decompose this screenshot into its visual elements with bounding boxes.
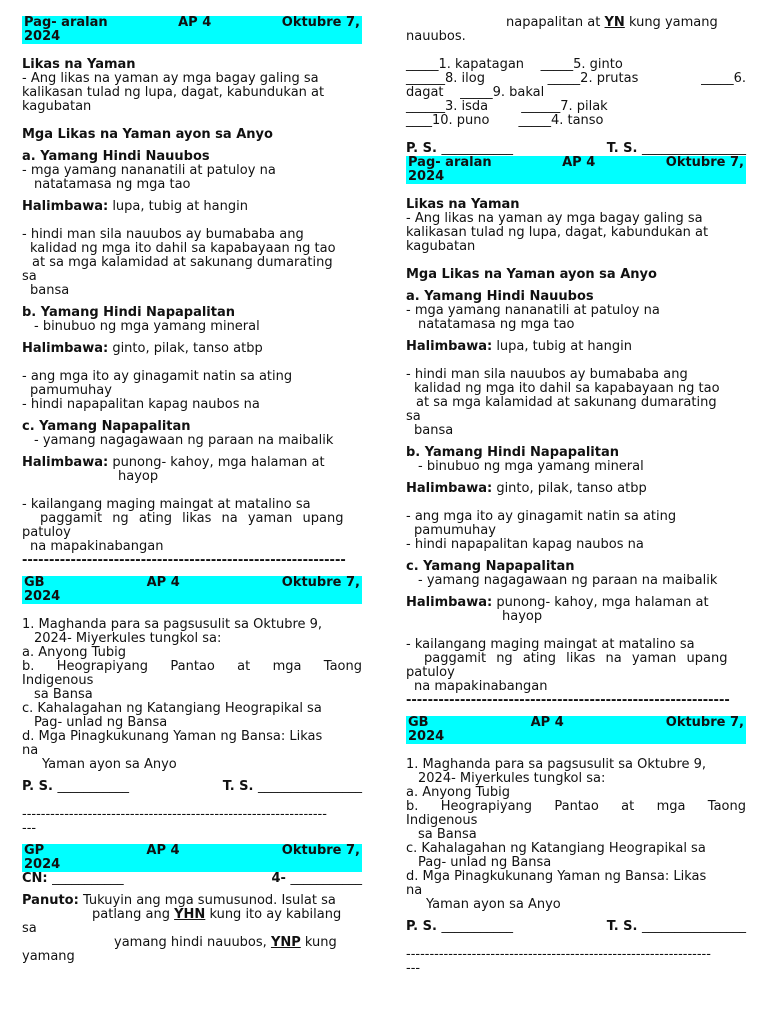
header-course: AP 4: [530, 715, 564, 730]
example-label: Halimbawa:: [22, 199, 109, 214]
example-text: punong- kahoy, mga halaman at: [112, 455, 325, 470]
ps-field: [406, 142, 513, 156]
subsection-title: c. Yamang Napapalitan: [22, 419, 191, 434]
section-title: Likas na Yaman: [22, 57, 136, 72]
header-subject-label: Pag- aralan: [408, 155, 492, 170]
text-line: Pag- unlad ng Bansa: [418, 855, 552, 870]
code-yhn: YHN: [174, 907, 206, 922]
text-span: Heograpiyang: [440, 799, 533, 814]
example-label: Halimbawa:: [406, 339, 493, 354]
quiz-item: _____5. ginto: [540, 57, 623, 72]
left-column: [22, 16, 362, 964]
header-year-row: [22, 30, 362, 44]
ts-line: ________________: [642, 141, 746, 156]
cn-label: CN:: [22, 871, 48, 886]
text-span: b.: [22, 659, 35, 674]
ts-line: ________________: [642, 919, 746, 934]
header-date: Oktubre 7,: [665, 715, 744, 730]
example-line: [22, 456, 362, 470]
text-line: at sa mga kalamidad at sakunang dumarating: [32, 255, 333, 270]
ps-label: P. S.: [406, 919, 437, 934]
quiz-row: [406, 86, 746, 100]
instruction-line: nauubos.: [406, 29, 466, 44]
header-date: Oktubre 7,: [281, 843, 360, 858]
divider: ------------------------------------------------------------: [406, 694, 730, 708]
instruction-line: [406, 16, 746, 30]
subsection-title: b. Yamang Hindi Napapalitan: [406, 445, 620, 460]
text-line: sa Bansa: [418, 827, 477, 842]
text-line: d. Mga Pinagkukunang Yaman ng Bansa: Likas: [406, 869, 707, 884]
subsection-title: b. Yamang Hindi Napapalitan: [22, 305, 236, 320]
header-course: AP 4: [178, 15, 212, 30]
text-line: pamumuhay: [30, 383, 112, 398]
signature-row: [406, 920, 746, 934]
header-course: AP 4: [562, 155, 596, 170]
ts-field: [607, 920, 746, 934]
header-subject-label: GB: [24, 575, 45, 590]
subsection-title: a. Yamang Hindi Nauubos: [22, 149, 210, 164]
ts-field: [607, 142, 746, 156]
quiz-item: _____6.: [701, 71, 746, 86]
section-title: Mga Likas na Yaman ayon sa Anyo: [406, 267, 657, 282]
instruction-line: [22, 908, 362, 922]
instruction-line: [22, 936, 362, 950]
example-label: Halimbawa:: [406, 481, 493, 496]
quiz-row: [406, 72, 746, 86]
text-line: Indigenous: [22, 673, 94, 688]
signature-row: [22, 780, 362, 794]
text-span: at: [237, 659, 251, 674]
text-line: d. Mga Pinagkukunang Yaman ng Bansa: Likas: [22, 729, 323, 744]
text-line: kalidad ng mga ito dahil sa kapabayaan ng tao: [414, 381, 720, 396]
grade-field: [272, 872, 362, 886]
ps-label: P. S.: [22, 779, 53, 794]
ts-label: T. S.: [606, 141, 638, 156]
header-year: 2024: [24, 589, 61, 604]
ts-label: T. S.: [606, 919, 638, 934]
subsection-title: c. Yamang Napapalitan: [406, 559, 575, 574]
ps-line: ___________: [441, 919, 513, 934]
text-line: hayop: [118, 469, 159, 484]
text-line: - Ang likas na yaman ay mga bagay galing sa: [406, 211, 703, 226]
right-column: [406, 16, 746, 976]
text-line: na mapakinabangan: [30, 539, 164, 554]
instruction-text: kung yamang: [628, 15, 718, 30]
text-line: - yamang nagagawaan ng paraan na maibalik: [34, 433, 334, 448]
ts-field: [223, 780, 362, 794]
text-line: 1. Maghanda para sa pagsusulit sa Oktubre 9,: [22, 617, 323, 632]
header-year-row: [406, 170, 746, 184]
text-line: Indigenous: [406, 813, 478, 828]
text-span: paggamit ng ating likas na yaman upang: [40, 511, 344, 526]
ps-line: ___________: [57, 779, 129, 794]
example-text: punong- kahoy, mga halaman at: [496, 595, 709, 610]
header-year: 2024: [24, 857, 61, 872]
text-line: Pag- unlad ng Bansa: [34, 715, 168, 730]
text-span: Taong: [323, 659, 362, 674]
example-text: ginto, pilak, tanso atbp: [496, 481, 647, 496]
ts-label: T. S.: [222, 779, 254, 794]
instruction-text: napapalitan at: [506, 15, 601, 30]
header-pag-aralan: [406, 156, 746, 170]
header-subject-label: Pag- aralan: [24, 15, 108, 30]
text-line: 1. Maghanda para sa pagsusulit sa Oktubre 9,: [406, 757, 707, 772]
text-line: hayop: [502, 609, 543, 624]
header-subject-label: GP: [24, 843, 45, 858]
instruction-text: Tukuyin ang mga sumusunod. Isulat sa: [82, 893, 336, 908]
text-line: - yamang nagagawaan ng paraan na maibalik: [418, 573, 718, 588]
divider: -----------------------------------------------------------------: [406, 948, 711, 962]
quiz-item: ____10. puno: [406, 113, 490, 128]
ps-field: [406, 920, 513, 934]
header-gb: [406, 716, 746, 730]
ps-field: [22, 780, 129, 794]
text-line: - kailangang maging maingat at matalino sa: [406, 637, 695, 652]
example-label: Halimbawa:: [406, 595, 493, 610]
text-line: na mapakinabangan: [414, 679, 548, 694]
header-year-row: [22, 858, 362, 872]
text-line: a. Anyong Tubig: [22, 645, 126, 660]
text-line: - Ang likas na yaman ay mga bagay galing sa: [22, 71, 319, 86]
text-span: mga: [656, 799, 686, 814]
instruction-line: yamang: [22, 949, 75, 964]
text-line: kagubatan: [406, 239, 476, 254]
divider: ---: [22, 821, 37, 836]
text-line: sa: [22, 269, 37, 284]
text-line: c. Kahalagahan ng Katangiang Heograpikal sa: [406, 841, 706, 856]
text-line: sa: [406, 409, 421, 424]
cn-field: [22, 872, 124, 886]
header-date: Oktubre 7,: [281, 15, 360, 30]
cn-row: [22, 872, 362, 886]
header-date: Oktubre 7,: [281, 575, 360, 590]
header-year: 2024: [408, 729, 445, 744]
grade-line: ___________: [290, 871, 362, 886]
text-line: [22, 660, 362, 674]
text-span: b.: [406, 799, 419, 814]
text-line: - ang mga ito ay ginagamit natin sa ating: [406, 509, 677, 524]
text-span: Taong: [707, 799, 746, 814]
instruction-text: yamang hindi nauubos,: [114, 935, 267, 950]
header-date: Oktubre 7,: [665, 155, 744, 170]
text-line: [406, 800, 746, 814]
quiz-row: [406, 58, 746, 72]
instruction-line: sa: [22, 921, 37, 936]
text-line: kalidad ng mga ito dahil sa kapabayaan ng tao: [30, 241, 336, 256]
text-span: mga: [272, 659, 302, 674]
text-line: - binubuo ng mga yamang mineral: [34, 319, 260, 334]
text-line: - hindi man sila nauubos ay bumababa ang: [22, 227, 304, 242]
text-line: - binubuo ng mga yamang mineral: [418, 459, 644, 474]
example-label: Halimbawa:: [22, 455, 109, 470]
header-pag-aralan: [22, 16, 362, 30]
quiz-row: [406, 100, 746, 114]
text-line: [22, 512, 362, 526]
text-line: sa Bansa: [34, 687, 93, 702]
instruction-label: Panuto:: [22, 893, 79, 908]
text-line: a. Anyong Tubig: [406, 785, 510, 800]
instruction-text: kung: [304, 935, 337, 950]
example-line: [406, 482, 746, 496]
cn-line: ___________: [52, 871, 124, 886]
quiz-item: ______8. ilog: [406, 71, 485, 86]
header-gb: [22, 576, 362, 590]
text-line: 2024- Miyerkules tungkol sa:: [418, 771, 606, 786]
text-span: Heograpiyang: [56, 659, 149, 674]
text-line: bansa: [414, 423, 454, 438]
text-line: paggamit ng ating likas na yaman upang: [424, 651, 728, 666]
text-line: - mga yamang nananatili at patuloy na: [22, 163, 276, 178]
quiz-item: _____2. prutas: [547, 71, 639, 86]
divider: ------------------------------------------------------------: [22, 554, 346, 568]
example-line: [406, 596, 746, 610]
text-line: - hindi napapalitan kapag naubos na: [406, 537, 644, 552]
quiz-item: _____9. bakal: [460, 85, 545, 100]
quiz-item: ______3. isda: [406, 99, 489, 114]
text-line: at sa mga kalamidad at sakunang dumarating: [416, 395, 717, 410]
code-yn: YN: [604, 15, 625, 30]
ts-line: ________________: [258, 779, 362, 794]
text-span: Pantao: [170, 659, 215, 674]
divider: -----------------------------------------------------------------: [22, 808, 327, 822]
text-line: patuloy: [406, 665, 455, 680]
header-gp: [22, 844, 362, 858]
example-line: [22, 342, 362, 356]
header-year-row: [22, 590, 362, 604]
header-year: 2024: [24, 29, 61, 44]
instruction-text: patlang ang: [92, 907, 170, 922]
text-line: na: [22, 743, 39, 758]
quiz-row: [406, 114, 746, 128]
header-subject-label: GB: [408, 715, 429, 730]
text-line: - hindi napapalitan kapag naubos na: [22, 397, 260, 412]
text-line: kalikasan tulad ng lupa, dagat, kabundukan at: [22, 85, 325, 100]
quiz-item: ______7. pilak: [521, 99, 608, 114]
example-text: ginto, pilak, tanso atbp: [112, 341, 263, 356]
ps-line: ___________: [441, 141, 513, 156]
text-line: natatamasa ng mga tao: [418, 317, 575, 332]
text-line: - mga yamang nananatili at patuloy na: [406, 303, 660, 318]
section-title: Mga Likas na Yaman ayon sa Anyo: [22, 127, 273, 142]
header-course: AP 4: [146, 575, 180, 590]
text-line: bansa: [30, 283, 70, 298]
example-line: [22, 200, 362, 214]
text-line: kalikasan tulad ng lupa, dagat, kabundukan at: [406, 225, 709, 240]
text-line: - ang mga ito ay ginagamit natin sa ating: [22, 369, 293, 384]
text-line: Yaman ayon sa Anyo: [42, 757, 177, 772]
example-text: lupa, tubig at hangin: [496, 339, 632, 354]
text-line: pamumuhay: [414, 523, 496, 538]
text-line: c. Kahalagahan ng Katangiang Heograpikal sa: [22, 701, 322, 716]
subsection-title: a. Yamang Hindi Nauubos: [406, 289, 594, 304]
text-span: Pantao: [554, 799, 599, 814]
header-year: 2024: [408, 169, 445, 184]
example-text: lupa, tubig at hangin: [112, 199, 248, 214]
instruction-text: kung ito ay kabilang: [209, 907, 342, 922]
text-line: 2024- Miyerkules tungkol sa:: [34, 631, 222, 646]
ps-label: P. S.: [406, 141, 437, 156]
text-line: - kailangang maging maingat at matalino sa: [22, 497, 311, 512]
quiz-item: dagat: [406, 85, 444, 100]
text-line: - hindi man sila nauubos ay bumababa ang: [406, 367, 688, 382]
divider: ---: [406, 961, 421, 976]
text-line: patuloy: [22, 525, 71, 540]
header-year-row: [406, 730, 746, 744]
text-line: natatamasa ng mga tao: [34, 177, 191, 192]
quiz-item: _____1. kapatagan: [406, 57, 525, 72]
example-line: [406, 340, 746, 354]
text-line: na: [406, 883, 423, 898]
quiz-item: _____4. tanso: [518, 113, 604, 128]
section-title: Likas na Yaman: [406, 197, 520, 212]
text-line: kagubatan: [22, 99, 92, 114]
instruction-line: [22, 894, 362, 908]
text-line: Yaman ayon sa Anyo: [426, 897, 561, 912]
grade-label: 4-: [271, 871, 286, 886]
header-course: AP 4: [146, 843, 180, 858]
text-span: at: [621, 799, 635, 814]
code-ynp: YNP: [270, 935, 301, 950]
signature-row: [406, 142, 746, 156]
example-label: Halimbawa:: [22, 341, 109, 356]
